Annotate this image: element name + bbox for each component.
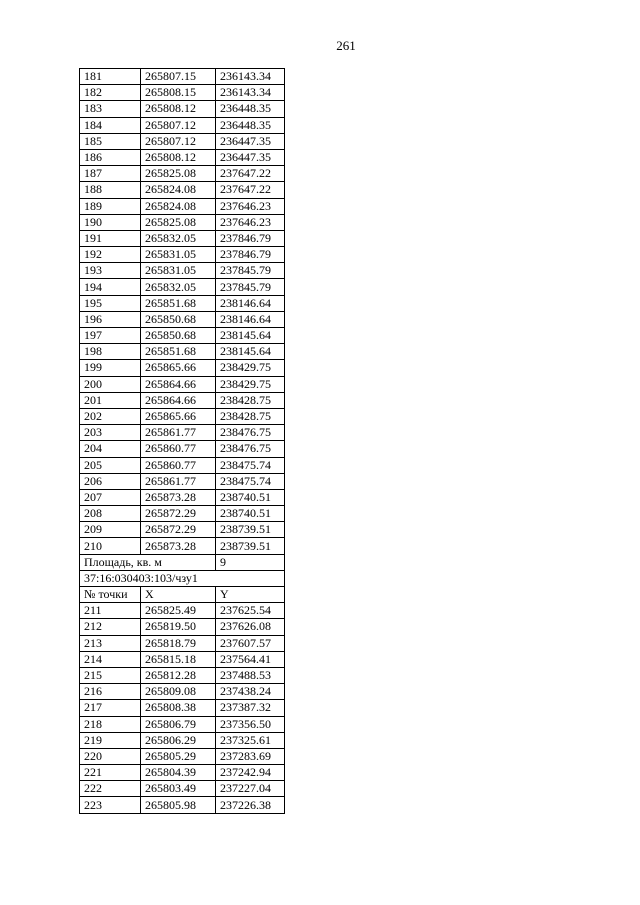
table-row [80, 101, 285, 117]
x-coordinate: 265850.68 [141, 311, 216, 327]
table-row [80, 360, 285, 376]
y-coordinate: 238739.51 [216, 538, 285, 554]
y-coordinate: 237387.32 [216, 700, 285, 716]
y-coordinate: 238145.64 [216, 344, 285, 360]
x-coordinate: 265851.68 [141, 295, 216, 311]
point-number: 190 [80, 214, 141, 230]
y-coordinate: 237325.61 [216, 732, 285, 748]
table-row [80, 408, 285, 424]
point-number: 217 [80, 700, 141, 716]
point-number: 196 [80, 311, 141, 327]
coordinates-table-part1 [80, 69, 285, 555]
area-value: 9 [216, 554, 285, 570]
y-coordinate: 237242.94 [216, 765, 285, 781]
y-coordinate: 237438.24 [216, 684, 285, 700]
y-coordinate: 237607.57 [216, 635, 285, 651]
x-coordinate: 265815.18 [141, 651, 216, 667]
y-coordinate: 237845.79 [216, 263, 285, 279]
x-coordinate: 265807.12 [141, 117, 216, 133]
point-number: 186 [80, 149, 141, 165]
point-number: 181 [80, 69, 141, 85]
point-number: 201 [80, 392, 141, 408]
x-coordinate: 265865.66 [141, 360, 216, 376]
point-number: 193 [80, 263, 141, 279]
y-coordinate: 238428.75 [216, 408, 285, 424]
table-row [80, 279, 285, 295]
point-number: 197 [80, 328, 141, 344]
y-coordinate: 237625.54 [216, 603, 285, 619]
x-coordinate: 265824.08 [141, 182, 216, 198]
x-coordinate: 265818.79 [141, 635, 216, 651]
table-row [80, 328, 285, 344]
y-coordinate: 238475.74 [216, 457, 285, 473]
table-row [80, 166, 285, 182]
area-label: Площадь, кв. м [80, 554, 216, 570]
cadastral-row [80, 570, 285, 586]
table-row [80, 667, 285, 683]
x-coordinate: 265873.28 [141, 489, 216, 505]
y-coordinate: 238428.75 [216, 392, 285, 408]
y-coordinate: 237646.23 [216, 214, 285, 230]
table-row [80, 797, 285, 813]
y-coordinate: 238429.75 [216, 376, 285, 392]
point-number: 213 [80, 635, 141, 651]
table-row [80, 781, 285, 797]
point-number: 220 [80, 748, 141, 764]
y-coordinate: 238429.75 [216, 360, 285, 376]
header-row [80, 587, 285, 603]
table-row [80, 117, 285, 133]
x-coordinate: 265860.77 [141, 441, 216, 457]
table-row [80, 182, 285, 198]
point-number: 205 [80, 457, 141, 473]
point-number: 207 [80, 489, 141, 505]
x-coordinate: 265819.50 [141, 619, 216, 635]
y-coordinate: 236447.35 [216, 133, 285, 149]
y-coordinate: 237845.79 [216, 279, 285, 295]
table-row [80, 619, 285, 635]
area-section [80, 554, 285, 603]
x-coordinate: 265812.28 [141, 667, 216, 683]
point-number: 189 [80, 198, 141, 214]
table-row [80, 247, 285, 263]
y-coordinate: 237283.69 [216, 748, 285, 764]
x-coordinate: 265825.49 [141, 603, 216, 619]
x-coordinate: 265808.12 [141, 149, 216, 165]
table-row [80, 732, 285, 748]
x-coordinate: 265850.68 [141, 328, 216, 344]
y-coordinate: 237626.08 [216, 619, 285, 635]
point-number: 184 [80, 117, 141, 133]
table-row [80, 651, 285, 667]
y-coordinate: 237646.23 [216, 198, 285, 214]
y-coordinate: 237647.22 [216, 166, 285, 182]
table-row [80, 149, 285, 165]
table-row [80, 684, 285, 700]
point-number: 199 [80, 360, 141, 376]
y-coordinate: 238146.64 [216, 295, 285, 311]
point-number: 202 [80, 408, 141, 424]
y-coordinate: 238475.74 [216, 473, 285, 489]
point-number: 215 [80, 667, 141, 683]
point-number: 188 [80, 182, 141, 198]
y-coordinate: 238740.51 [216, 489, 285, 505]
point-number: 209 [80, 522, 141, 538]
x-coordinate: 265832.05 [141, 230, 216, 246]
table-row [80, 344, 285, 360]
x-coordinate: 265808.38 [141, 700, 216, 716]
point-number: 210 [80, 538, 141, 554]
table-row [80, 603, 285, 619]
table-row [80, 506, 285, 522]
cadastral-id: 37:16:030403:103/чзу1 [80, 570, 285, 586]
table-row [80, 295, 285, 311]
table-row [80, 230, 285, 246]
x-coordinate: 265807.12 [141, 133, 216, 149]
point-number: 185 [80, 133, 141, 149]
point-number: 206 [80, 473, 141, 489]
point-number: 191 [80, 230, 141, 246]
y-coordinate: 236448.35 [216, 117, 285, 133]
x-coordinate: 265803.49 [141, 781, 216, 797]
table-row [80, 263, 285, 279]
y-coordinate: 236448.35 [216, 101, 285, 117]
y-coordinate: 236143.34 [216, 85, 285, 101]
point-number: 194 [80, 279, 141, 295]
table-row [80, 489, 285, 505]
point-number: 195 [80, 295, 141, 311]
x-coordinate: 265865.66 [141, 408, 216, 424]
point-number: 200 [80, 376, 141, 392]
x-coordinate: 265864.66 [141, 376, 216, 392]
x-coordinate: 265861.77 [141, 473, 216, 489]
x-coordinate: 265832.05 [141, 279, 216, 295]
y-coordinate: 237647.22 [216, 182, 285, 198]
table-row [80, 538, 285, 554]
table-row [80, 748, 285, 764]
y-coordinate: 238476.75 [216, 441, 285, 457]
coordinates-table [79, 68, 285, 814]
table-row [80, 457, 285, 473]
point-number: 183 [80, 101, 141, 117]
x-coordinate: 265808.12 [141, 101, 216, 117]
x-coordinate: 265806.29 [141, 732, 216, 748]
table-row [80, 198, 285, 214]
point-number: 187 [80, 166, 141, 182]
table-row [80, 133, 285, 149]
coordinates-table-part2 [80, 603, 285, 813]
x-coordinate: 265804.39 [141, 765, 216, 781]
point-number: 222 [80, 781, 141, 797]
point-number: 218 [80, 716, 141, 732]
x-coordinate: 265808.15 [141, 85, 216, 101]
header-x: X [141, 587, 216, 603]
y-coordinate: 237846.79 [216, 247, 285, 263]
x-coordinate: 265824.08 [141, 198, 216, 214]
y-coordinate: 237356.50 [216, 716, 285, 732]
point-number: 182 [80, 85, 141, 101]
x-coordinate: 265825.08 [141, 214, 216, 230]
point-number: 204 [80, 441, 141, 457]
table-row [80, 700, 285, 716]
table-row [80, 85, 285, 101]
y-coordinate: 238740.51 [216, 506, 285, 522]
x-coordinate: 265861.77 [141, 425, 216, 441]
table-row [80, 69, 285, 85]
table-row [80, 214, 285, 230]
point-number: 219 [80, 732, 141, 748]
page-number: 261 [336, 38, 356, 53]
table-row [80, 522, 285, 538]
y-coordinate: 237564.41 [216, 651, 285, 667]
x-coordinate: 265831.05 [141, 247, 216, 263]
table-row [80, 392, 285, 408]
x-coordinate: 265831.05 [141, 263, 216, 279]
area-row [80, 554, 285, 570]
y-coordinate: 237846.79 [216, 230, 285, 246]
y-coordinate: 236143.34 [216, 69, 285, 85]
table-row [80, 311, 285, 327]
y-coordinate: 237227.04 [216, 781, 285, 797]
x-coordinate: 265873.28 [141, 538, 216, 554]
table-row [80, 441, 285, 457]
table-row [80, 425, 285, 441]
point-number: 223 [80, 797, 141, 813]
x-coordinate: 265807.15 [141, 69, 216, 85]
point-number: 216 [80, 684, 141, 700]
y-coordinate: 238476.75 [216, 425, 285, 441]
header-y: Y [216, 587, 285, 603]
x-coordinate: 265806.79 [141, 716, 216, 732]
x-coordinate: 265864.66 [141, 392, 216, 408]
point-number: 214 [80, 651, 141, 667]
point-number: 221 [80, 765, 141, 781]
y-coordinate: 236447.35 [216, 149, 285, 165]
x-coordinate: 265851.68 [141, 344, 216, 360]
x-coordinate: 265805.98 [141, 797, 216, 813]
x-coordinate: 265860.77 [141, 457, 216, 473]
table-row [80, 635, 285, 651]
table-row [80, 765, 285, 781]
header-point: № точки [80, 587, 141, 603]
table-row [80, 376, 285, 392]
y-coordinate: 237488.53 [216, 667, 285, 683]
x-coordinate: 265872.29 [141, 522, 216, 538]
table-row [80, 473, 285, 489]
point-number: 208 [80, 506, 141, 522]
x-coordinate: 265805.29 [141, 748, 216, 764]
y-coordinate: 237226.38 [216, 797, 285, 813]
point-number: 203 [80, 425, 141, 441]
point-number: 211 [80, 603, 141, 619]
table-row [80, 716, 285, 732]
point-number: 212 [80, 619, 141, 635]
point-number: 198 [80, 344, 141, 360]
y-coordinate: 238739.51 [216, 522, 285, 538]
x-coordinate: 265825.08 [141, 166, 216, 182]
point-number: 192 [80, 247, 141, 263]
y-coordinate: 238145.64 [216, 328, 285, 344]
y-coordinate: 238146.64 [216, 311, 285, 327]
x-coordinate: 265809.08 [141, 684, 216, 700]
x-coordinate: 265872.29 [141, 506, 216, 522]
